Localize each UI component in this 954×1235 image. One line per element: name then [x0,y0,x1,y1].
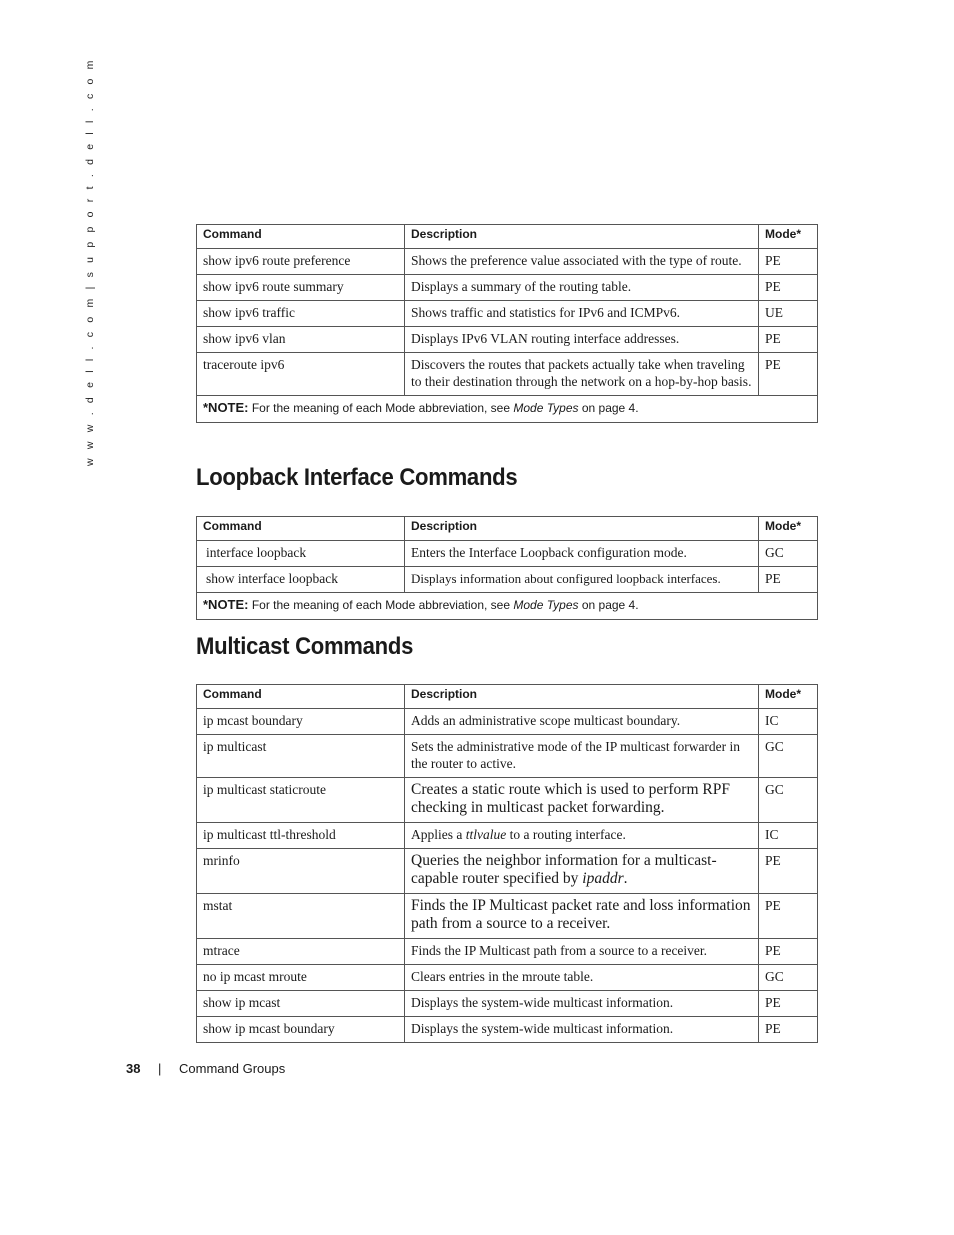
description-cell: Sets the administrative mode of the IP multicast forwarder in the router to active. [405,735,759,778]
note-label: *NOTE: [203,597,249,612]
description-text: Queries the neighbor information for a multicast-capable router specified by [411,852,717,887]
command-cell: show ip mcast [197,991,405,1017]
description-emphasis: ipaddr [582,870,624,887]
note-link[interactable]: Mode Types [513,401,579,415]
command-cell: interface loopback [197,541,405,567]
table-row [197,541,818,567]
column-header-command: Command [197,685,405,709]
description-cell: Discovers the routes that packets actually take when traveling to their destination through the network on a hop-by-hop basis. [405,353,759,396]
table-row [197,991,818,1017]
mode-cell: IC [759,709,818,735]
column-header-mode: Mode* [759,517,818,541]
description-text-end: to a routing interface. [506,827,626,842]
command-cell: mtrace [197,939,405,965]
table-row [197,567,818,593]
note-text-end: on page 4. [581,598,639,612]
command-cell: mrinfo [197,849,405,894]
table-header-row [197,225,818,249]
column-header-description: Description [405,685,759,709]
note-row [197,396,818,423]
command-cell: show ipv6 vlan [197,327,405,353]
multicast-section-title: Multicast Commands [196,633,414,660]
command-cell: show ipv6 route summary [197,275,405,301]
command-cell: ip multicast staticroute [197,778,405,823]
command-cell: show ipv6 route preference [197,249,405,275]
description-text: Applies a [411,827,466,842]
table-row [197,709,818,735]
note-label: *NOTE: [203,400,249,415]
note-text-end: on page 4. [581,401,639,415]
description-cell: Adds an administrative scope multicast boundary. [405,709,759,735]
table-row [197,735,818,778]
column-header-command: Command [197,225,405,249]
description-cell: Displays the system-wide multicast information. [405,1017,759,1043]
table-row [197,849,818,894]
description-cell: Finds the IP Multicast packet rate and loss information path from a source to a receiver. [405,894,759,939]
mode-cell: GC [759,965,818,991]
mode-cell: PE [759,567,818,593]
command-cell: ip mcast boundary [197,709,405,735]
mode-cell: GC [759,735,818,778]
table-row [197,965,818,991]
note-cell [197,396,818,423]
mode-cell: GC [759,541,818,567]
note-text: For the meaning of each Mode abbreviation, see [251,401,511,415]
mode-cell: GC [759,778,818,823]
mode-cell: PE [759,991,818,1017]
table-row [197,939,818,965]
mode-cell: PE [759,894,818,939]
mode-cell: PE [759,1017,818,1043]
page-footer [126,1061,286,1076]
description-cell: Finds the IP Multicast path from a source to a receiver. [405,939,759,965]
column-header-mode: Mode* [759,685,818,709]
footer-separator: | [158,1061,162,1076]
mode-cell: UE [759,301,818,327]
side-url: w w w . d e l l . c o m | s u p p o r t . d e l l . c o m [84,57,96,466]
mode-cell: PE [759,249,818,275]
table-row [197,327,818,353]
table-row [197,1017,818,1043]
table-row [197,301,818,327]
description-cell: Shows the preference value associated with the type of route. [405,249,759,275]
footer-section-name: Command Groups [179,1061,286,1076]
command-cell: show ipv6 traffic [197,301,405,327]
description-cell [405,823,759,849]
command-cell: show ip mcast boundary [197,1017,405,1043]
description-cell: Shows traffic and statistics for IPv6 and ICMPv6. [405,301,759,327]
page-number: 38 [126,1061,141,1076]
table-row [197,249,818,275]
table-header-row [197,685,818,709]
note-link[interactable]: Mode Types [513,598,579,612]
mode-cell: IC [759,823,818,849]
description-cell: Clears entries in the mroute table. [405,965,759,991]
column-header-command: Command [197,517,405,541]
note-row [197,593,818,620]
description-cell: Displays IPv6 VLAN routing interface addresses. [405,327,759,353]
multicast-commands-table [196,684,818,1043]
note-cell [197,593,818,620]
table-header-row [197,517,818,541]
command-cell: ip multicast ttl-threshold [197,823,405,849]
description-cell: Displays a summary of the routing table. [405,275,759,301]
loopback-commands-table [196,516,818,620]
note-text: For the meaning of each Mode abbreviation, see [251,598,511,612]
command-cell: traceroute ipv6 [197,353,405,396]
table-row [197,778,818,823]
table-row [197,353,818,396]
command-cell: mstat [197,894,405,939]
loopback-section-title: Loopback Interface Commands [196,464,518,491]
mode-cell: PE [759,353,818,396]
column-header-mode: Mode* [759,225,818,249]
description-emphasis: ttlvalue [465,827,507,842]
command-cell: no ip mcast mroute [197,965,405,991]
description-cell: Displays information about configured loopback interfaces. [405,567,759,593]
description-cell: Creates a static route which is used to perform RPF checking in multicast packet forwarding. [405,778,759,823]
table-row [197,823,818,849]
description-cell: Enters the Interface Loopback configuration mode. [405,541,759,567]
description-cell [405,849,759,894]
description-text-end: . [623,870,628,887]
mode-cell: PE [759,849,818,894]
column-header-description: Description [405,517,759,541]
table-row [197,275,818,301]
command-cell: ip multicast [197,735,405,778]
column-header-description: Description [405,225,759,249]
mode-cell: PE [759,275,818,301]
mode-cell: PE [759,327,818,353]
ipv6-commands-table [196,224,818,423]
mode-cell: PE [759,939,818,965]
command-cell: show interface loopback [197,567,405,593]
table-row [197,894,818,939]
description-cell: Displays the system-wide multicast information. [405,991,759,1017]
